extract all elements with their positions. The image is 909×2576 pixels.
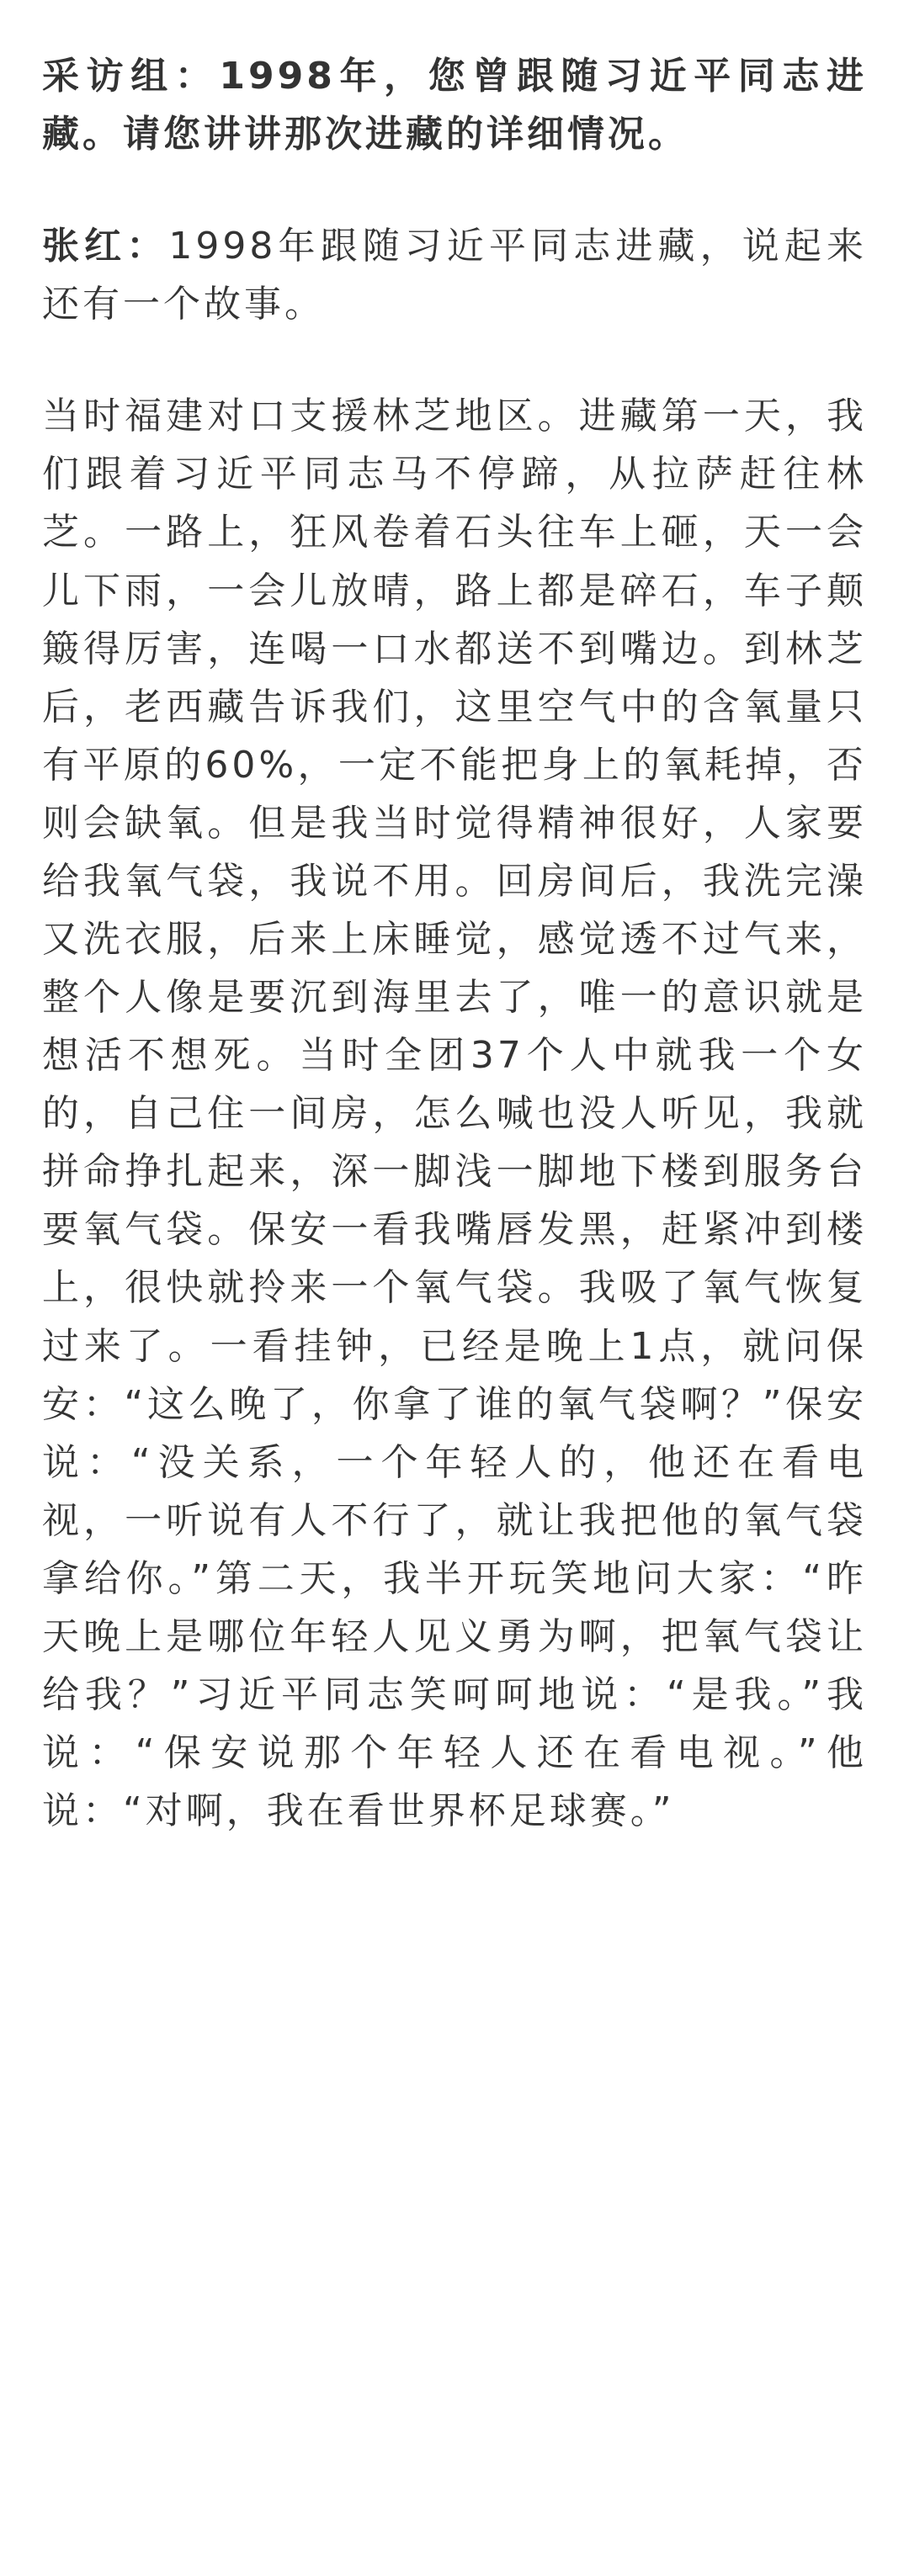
story-paragraph: 当时福建对口支援林芝地区。进藏第一天，我们跟着习近平同志马不停蹄，从拉萨赶往林芝。一路上，狂风卷着石头往车上砸，天一会儿下雨，一会儿放晴，路上都是碎石，车子颠簸得厉害，连喝一口水都送不到嘴边。到林芝后，老西藏告诉我们，这里空气中的含氧量只有平原的60%，一定不能把身上的氧耗掉，否则会缺氧。但是我当时觉得精神很好，人家要给我氧气袋，我说不用。回房间后，我洗完澡又洗衣服，后来上床睡觉，感觉透不过气来，整个人像是要沉到海里去了，唯一的意识就是想活不想死。当时全团37个人中就我一个女的，自己住一间房，怎么喊也没人听见，我就拼命挣扎起来，深一脚浅一脚地下楼到服务台要氧气袋。保安一看我嘴唇发黑，赶紧冲到楼上，很快就拎来一个氧气袋。我吸了氧气恢复过来了。一看挂钟，已经是晚上1点，就问保安：“这么晚了，你拿了谁的氧气袋啊？”保安说：“没关系，一个年轻人的，他还在看电视，一听说有人不行了，就让我把他的氧气袋拿给你。”第二天，我半开玩笑地问大家：“昨天晚上是哪位年轻人见义勇为啊，把氧气袋让给我？”习近平同志笑呵呵地说：“是我。”我说：“保安说那个年轻人还在看电视。”他说：“对啊，我在看世界杯足球赛。” <box>42 395 867 1833</box>
answer-intro-text: 1998年跟随习近平同志进藏，说起来还有一个故事。 <box>42 225 867 326</box>
answer-intro-paragraph <box>42 217 867 333</box>
speaker-label: 张红： <box>42 225 169 268</box>
interview-question: 采访组：1998年，您曾跟随习近平同志进藏。请您讲讲那次进藏的详细情况。 <box>42 55 867 156</box>
